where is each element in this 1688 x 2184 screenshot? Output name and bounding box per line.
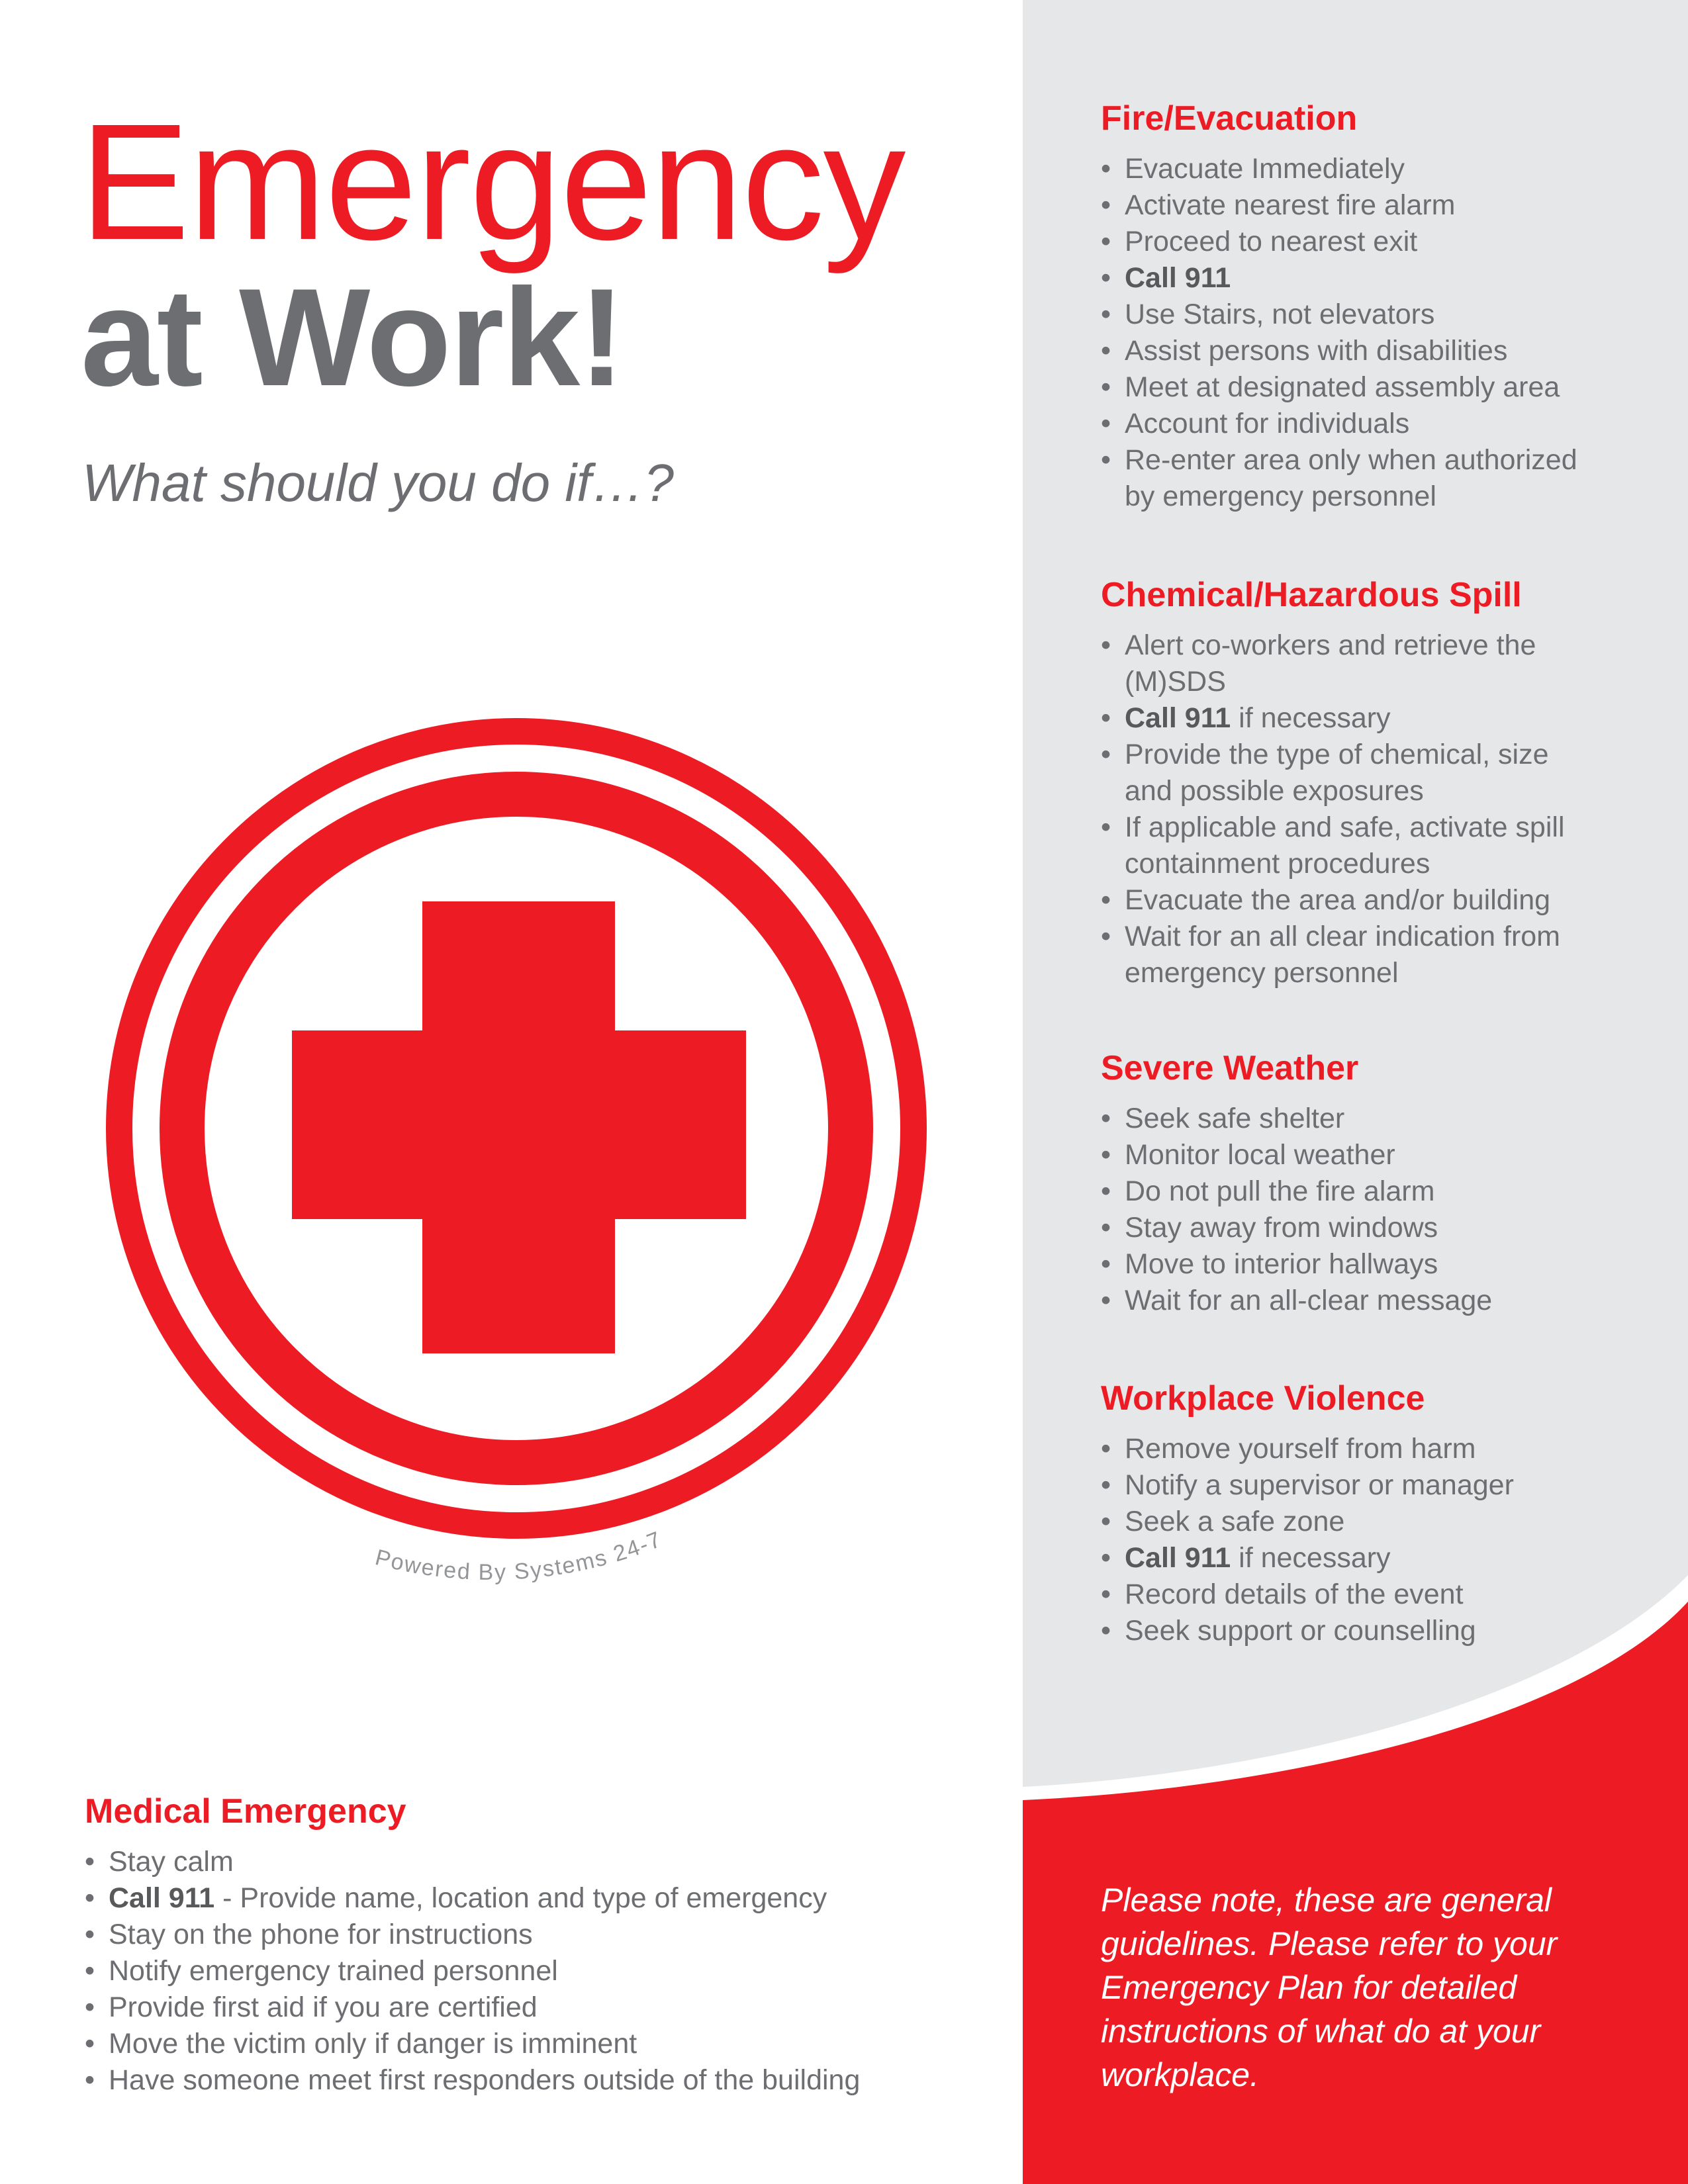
bullet-icon: • xyxy=(85,1882,95,1914)
bullet-icon: • xyxy=(1101,152,1111,185)
list-item xyxy=(1101,1137,1492,1173)
item-text: Have someone meet first responders outside of the building xyxy=(109,2064,861,2096)
list-item xyxy=(85,1953,860,1989)
bullet-icon: • xyxy=(85,2064,95,2096)
list-item xyxy=(1101,737,1565,773)
item-text: if necessary xyxy=(1231,1541,1391,1574)
item-text: Remove yourself from harm xyxy=(1125,1432,1476,1465)
bullet-icon: • xyxy=(1101,1541,1111,1574)
list-item xyxy=(1101,1210,1492,1246)
item-text: if necessary xyxy=(1231,702,1391,734)
bullet-icon: • xyxy=(85,1845,95,1878)
list-item xyxy=(1101,478,1577,515)
item-text: Seek a safe zone xyxy=(1125,1505,1345,1537)
subtitle: What should you do if…? xyxy=(82,453,674,512)
item-text: Meet at designated assembly area xyxy=(1125,371,1560,403)
list-item xyxy=(1101,773,1565,809)
item-text: and possible exposures xyxy=(1125,774,1424,807)
item-text: Notify emergency trained personnel xyxy=(109,1954,558,1987)
bullet-icon: • xyxy=(1101,189,1111,221)
list-item xyxy=(1101,1576,1514,1613)
item-text: Notify a supervisor or manager xyxy=(1125,1469,1514,1501)
section-workplace-violence xyxy=(1101,1379,1514,1649)
list-item xyxy=(1101,882,1565,919)
section-heading: Severe Weather xyxy=(1101,1049,1359,1087)
bullet-icon: • xyxy=(1101,1432,1111,1465)
list-item xyxy=(1101,151,1577,187)
bold-text: Call 911 xyxy=(1125,702,1231,734)
bold-text: Call 911 xyxy=(1125,261,1231,294)
bullet-icon: • xyxy=(1101,298,1111,330)
bullet-icon: • xyxy=(1101,225,1111,257)
item-text: Provide the type of chemical, size xyxy=(1125,738,1549,770)
list-item xyxy=(1101,1613,1514,1649)
section-heading: Chemical/Hazardous Spill xyxy=(1101,576,1522,614)
item-text: Move to interior hallways xyxy=(1125,1248,1438,1280)
red-cross-icon xyxy=(292,901,746,1353)
bold-text: Call 911 xyxy=(1125,1541,1231,1574)
item-text: Seek safe shelter xyxy=(1125,1102,1345,1134)
list-item xyxy=(1101,296,1577,333)
item-text: If applicable and safe, activate spill xyxy=(1125,811,1565,843)
bullet-icon: • xyxy=(1101,920,1111,952)
title-emergency: Emergency xyxy=(79,89,905,274)
item-text: Proceed to nearest exit xyxy=(1125,225,1418,257)
section-fire-evacuation xyxy=(1101,99,1577,515)
section-medical-emergency xyxy=(85,1792,860,2099)
item-text: Seek support or counselling xyxy=(1125,1614,1476,1647)
item-text: Assist persons with disabilities xyxy=(1125,334,1508,367)
section-heading: Workplace Violence xyxy=(1101,1379,1425,1418)
list-item xyxy=(1101,406,1577,442)
section-heading: Medical Emergency xyxy=(85,1792,406,1831)
item-text: - Provide name, location and type of emergency xyxy=(214,1882,827,1914)
list-item xyxy=(1101,1173,1492,1210)
item-text: Re-enter area only when authorized xyxy=(1125,443,1577,476)
list-item xyxy=(1101,955,1565,991)
section-list xyxy=(1101,1101,1492,1319)
bullet-icon: • xyxy=(1101,371,1111,403)
item-text: by emergency personnel xyxy=(1125,480,1436,512)
emblem-caption: Powered By Systems 24-7 xyxy=(372,1526,666,1586)
section-severe-weather xyxy=(1101,1049,1492,1319)
bullet-icon: • xyxy=(1101,884,1111,916)
item-text: Monitor local weather xyxy=(1125,1138,1395,1171)
section-list xyxy=(1101,627,1565,991)
bullet-icon: • xyxy=(1101,811,1111,843)
list-item xyxy=(1101,187,1577,224)
item-text: Account for individuals xyxy=(1125,407,1410,439)
list-item xyxy=(1101,1246,1492,1283)
list-item xyxy=(85,1844,860,1880)
bullet-icon: • xyxy=(1101,334,1111,367)
list-item xyxy=(1101,627,1565,664)
list-item xyxy=(85,1989,860,2026)
list-item xyxy=(1101,1540,1514,1576)
bullet-icon: • xyxy=(1101,407,1111,439)
list-item xyxy=(1101,664,1565,700)
list-item xyxy=(1101,1283,1492,1319)
bullet-icon: • xyxy=(1101,443,1111,476)
list-item xyxy=(1101,333,1577,369)
bullet-icon: • xyxy=(85,2027,95,2060)
section-chemical-spill xyxy=(1101,576,1565,991)
item-text: Move the victim only if danger is imminent xyxy=(109,2027,637,2060)
bullet-icon: • xyxy=(1101,1175,1111,1207)
item-text: containment procedures xyxy=(1125,847,1430,880)
section-list xyxy=(85,1844,860,2099)
item-text: Alert co-workers and retrieve the xyxy=(1125,629,1536,661)
list-item xyxy=(85,1917,860,1953)
bullet-icon: • xyxy=(85,1954,95,1987)
bullet-icon: • xyxy=(1101,1284,1111,1316)
list-item xyxy=(1101,224,1577,260)
item-text: Stay on the phone for instructions xyxy=(109,1918,533,1950)
bullet-icon: • xyxy=(85,1991,95,2023)
section-heading: Fire/Evacuation xyxy=(1101,99,1358,138)
red-cross-emblem xyxy=(70,718,970,1638)
item-text: Provide first aid if you are certified xyxy=(109,1991,538,2023)
list-item xyxy=(85,1880,860,1917)
bullet-icon: • xyxy=(1101,629,1111,661)
list-item xyxy=(1101,919,1565,955)
list-item xyxy=(1101,809,1565,846)
item-text: (M)SDS xyxy=(1125,665,1226,698)
list-item xyxy=(85,2062,860,2099)
title-at-work: at Work! xyxy=(81,259,624,415)
list-item xyxy=(1101,1504,1514,1540)
item-text: Activate nearest fire alarm xyxy=(1125,189,1456,221)
list-item xyxy=(1101,369,1577,406)
item-text: Do not pull the fire alarm xyxy=(1125,1175,1435,1207)
bullet-icon: • xyxy=(1101,738,1111,770)
bullet-icon: • xyxy=(1101,1578,1111,1610)
bullet-icon: • xyxy=(1101,1138,1111,1171)
bullet-icon: • xyxy=(1101,261,1111,294)
bullet-icon: • xyxy=(1101,702,1111,734)
bullet-icon: • xyxy=(1101,1469,1111,1501)
bullet-icon: • xyxy=(1101,1614,1111,1647)
bold-text: Call 911 xyxy=(109,1882,215,1914)
bullet-icon: • xyxy=(1101,1211,1111,1244)
item-text: Stay away from windows xyxy=(1125,1211,1438,1244)
bullet-icon: • xyxy=(1101,1248,1111,1280)
item-text: Wait for an all-clear message xyxy=(1125,1284,1493,1316)
list-item xyxy=(1101,1101,1492,1137)
bullet-icon: • xyxy=(1101,1102,1111,1134)
section-list xyxy=(1101,1431,1514,1649)
item-text: Stay calm xyxy=(109,1845,234,1878)
item-text: emergency personnel xyxy=(1125,956,1399,989)
list-item xyxy=(1101,1467,1514,1504)
section-list xyxy=(1101,151,1577,515)
item-text: Record details of the event xyxy=(1125,1578,1464,1610)
list-item xyxy=(1101,846,1565,882)
list-item xyxy=(1101,442,1577,478)
list-item xyxy=(85,2026,860,2062)
list-item xyxy=(1101,1431,1514,1467)
bullet-icon: • xyxy=(85,1918,95,1950)
list-item xyxy=(1101,700,1565,737)
item-text: Use Stairs, not elevators xyxy=(1125,298,1435,330)
item-text: Wait for an all clear indication from xyxy=(1125,920,1560,952)
item-text: Evacuate Immediately xyxy=(1125,152,1405,185)
item-text: Evacuate the area and/or building xyxy=(1125,884,1551,916)
guidelines-note: Please note, these are general guidelines. Please refer to your Emergency Plan for detailed instructions of what do at your workplace. xyxy=(1101,1882,1558,2093)
list-item xyxy=(1101,260,1577,296)
bullet-icon: • xyxy=(1101,1505,1111,1537)
